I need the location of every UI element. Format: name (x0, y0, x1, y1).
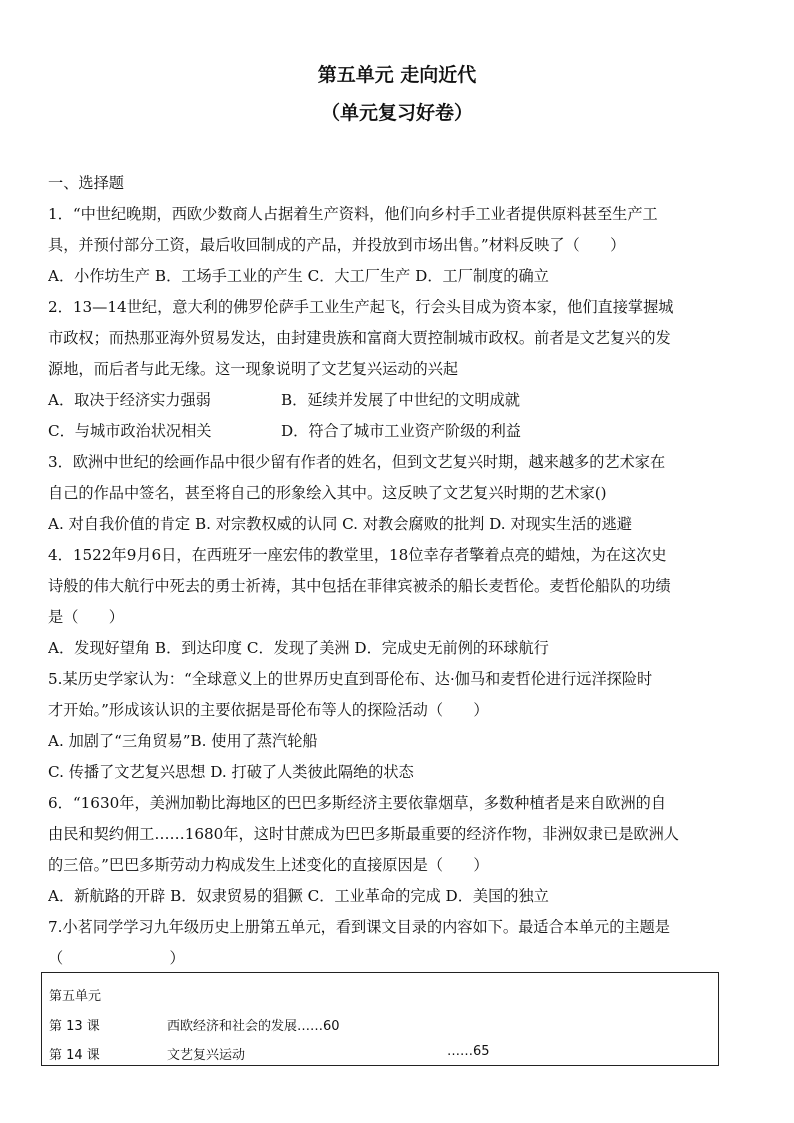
question-7-stem-line-2: （ ） (48, 949, 185, 967)
question-4-options: A．发现好望角 B．到达印度 C．发现了美洲 D．完成史无前例的环球航行 (48, 639, 549, 657)
question-6-stem-line-2: 由民和契约佣工……1680年，这时甘蔗成为巴巴多斯最重要的经济作物，非洲奴隶已是欧洲人 (48, 825, 679, 843)
question-6-stem-line-3: 的三倍。”巴巴多斯劳动力构成发生上述变化的直接原因是（ ） (48, 856, 489, 874)
toc-lesson-number: 第 14 课 (49, 1048, 100, 1063)
question-2-stem-line-3: 源地，而后者与此无缘。这一现象说明了文艺复兴运动的兴起 (48, 360, 459, 378)
option-a: A．取决于经济实力强弱 (48, 391, 211, 409)
question-2-stem-line-1: 2．13—14世纪，意大利的佛罗伦萨手工业生产起飞，行会头目成为资本家，他们直接掌握城 (48, 298, 674, 316)
question-6-stem-line-1: 6．“1630年，美洲加勒比海地区的巴巴多斯经济主要依靠烟草，多数种植者是来自欧洲的自 (48, 794, 667, 812)
question-4-stem-line-1: 4．1522年9月6日，在西班牙一座宏伟的教堂里，18位幸存者擎着点亮的蜡烛，为在这次史 (48, 546, 667, 564)
option-d: D．符合了城市工业资产阶级的利益 (281, 422, 521, 440)
page-title: 第五单元 走向近代 (317, 64, 477, 86)
question-1-stem-line-1: 1．“中世纪晚期，西欧少数商人占据着生产资料，他们向乡村手工业者提供原料甚至生产工 (48, 205, 658, 223)
option-c: C．与城市政治状况相关 (48, 422, 212, 440)
page-subtitle: （单元复习好卷） (320, 102, 473, 124)
question-5-stem-line-1: 5.某历史学家认为：“全球意义上的世界历史直到哥伦布、达·伽马和麦哲伦进行远洋探险时 (48, 670, 653, 688)
toc-row (49, 1044, 718, 1064)
question-5-stem-line-2: 才开始。”形成该认识的主要依据是哥伦布等人的探险活动（ ） (48, 701, 489, 719)
question-3-options: A. 对自我价值的肯定 B. 对宗教权威的认同 C. 对教会腐败的批判 D. 对现实生活的逃避 (48, 515, 632, 533)
question-4-stem-line-3: 是（ ） (48, 608, 124, 626)
question-2-stem-line-2: 市政权；而热那亚海外贸易发达，由封建贵族和富商大贾控制城市政权。前者是文艺复兴的发 (48, 329, 671, 347)
question-2-options-row-2 (48, 416, 750, 447)
toc-lesson-name: 文艺复兴运动 (167, 1048, 246, 1063)
question-4-stem-line-2: 诗般的伟大航行中死去的勇士祈祷，其中包括在菲律宾被杀的船长麦哲伦。麦哲伦船队的功绩 (48, 577, 671, 595)
toc-lesson-name: 西欧经济和社会的发展……60 (167, 1019, 340, 1034)
question-3-stem-line-1: 3．欧洲中世纪的绘画作品中很少留有作者的姓名，但到文艺复兴时期，越来越多的艺术家在 (48, 453, 666, 471)
question-5-options-line-1: A. 加剧了“三角贸易”B. 使用了蒸汽轮船 (48, 732, 318, 750)
toc-row (49, 1015, 718, 1035)
question-1-options: A．小作坊生产 B．工场手工业的产生 C．大工厂生产 D．工厂制度的确立 (48, 267, 549, 285)
question-1-stem-line-2: 具，并预付部分工资，最后收回制成的产品，并投放到市场出售。”材料反映了（ ） (48, 236, 626, 254)
table-of-contents-box (41, 972, 719, 1066)
question-7-stem-line-1: 7.小茗同学学习九年级历史上册第五单元，看到课文目录的内容如下。最适合本单元的主题是 (48, 918, 670, 936)
question-6-options: A．新航路的开辟 B．奴隶贸易的猖獗 C．工业革命的完成 D．美国的独立 (48, 887, 549, 905)
question-2-options-row-1 (48, 385, 750, 416)
question-list (48, 168, 750, 974)
section-heading: 一、选择题 (48, 174, 124, 192)
toc-unit-title: 第五单元 (49, 989, 102, 1004)
question-5-options-line-2: C. 传播了文艺复兴思想 D. 打破了人类彼此隔绝的状态 (48, 763, 414, 781)
question-3-stem-line-2: 自己的作品中签名，甚至将自己的形象绘入其中。这反映了文艺复兴时期的艺术家() (48, 484, 607, 502)
toc-lesson-page: ……65 (447, 1044, 490, 1059)
toc-lesson-number: 第 13 课 (49, 1019, 100, 1034)
option-b: B．延续并发展了中世纪的文明成就 (281, 391, 520, 409)
